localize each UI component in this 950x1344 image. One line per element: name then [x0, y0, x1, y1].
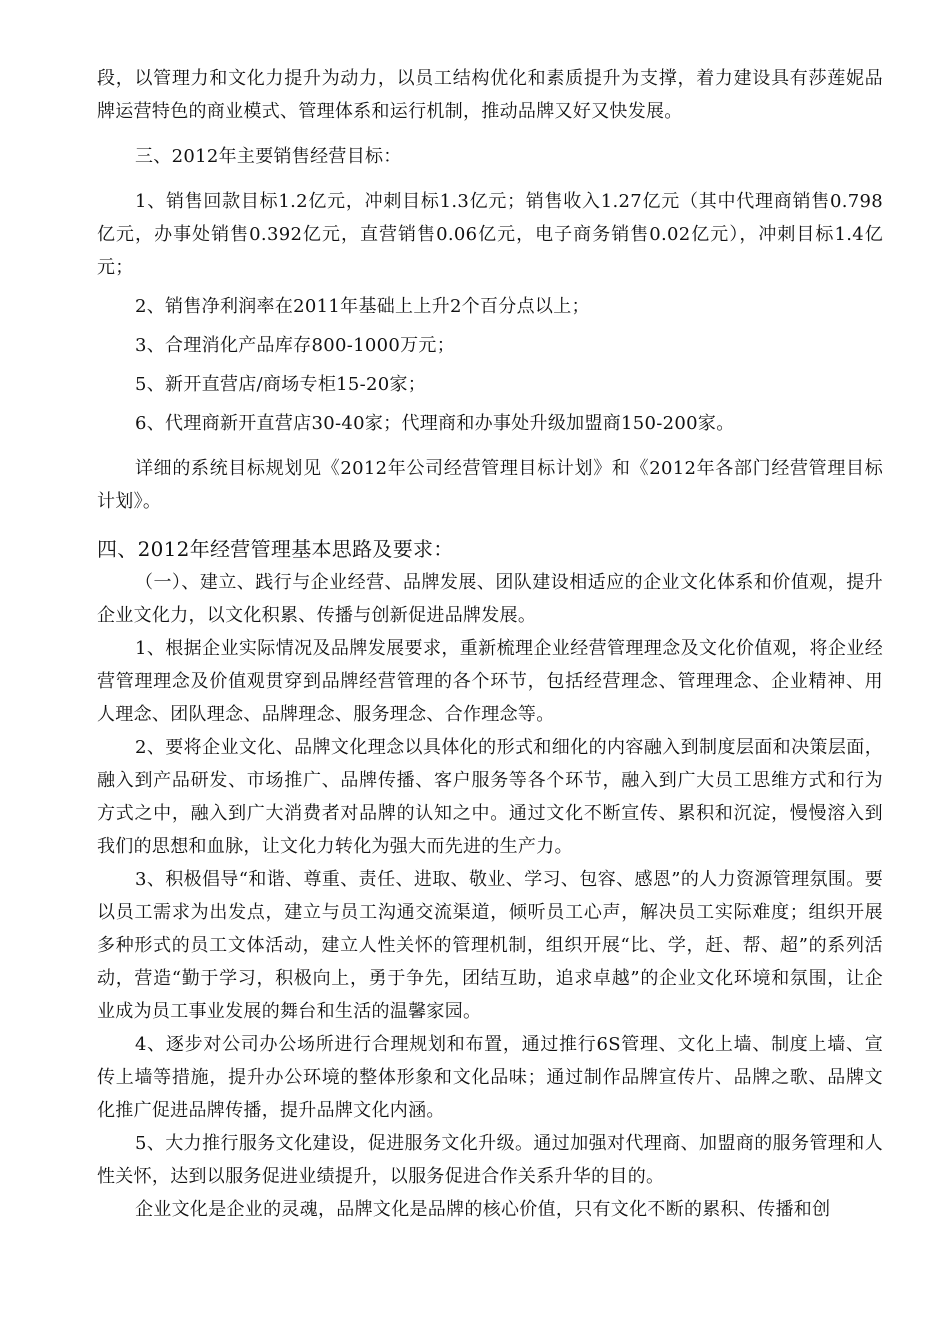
culture-item-1: 1、根据企业实际情况及品牌发展要求，重新梳理企业经营管理理念及文化价值观，将企业经营管理理念及价值观贯穿到品牌经营管理的各个环节，包括经营理念、管理理念、企业精神、用人理念、团队理念、品牌理念、服务理念、合作理念等。	[97, 638, 883, 725]
section-4-heading: 四、2012年经营管理基本思路及要求：	[97, 537, 454, 561]
section-3-heading: 三、2012年主要销售经营目标：	[135, 146, 402, 167]
closing-paragraph: 企业文化是企业的灵魂，品牌文化是品牌的核心价值，只有文化不断的累积、传播和创	[135, 1199, 831, 1220]
culture-item-4: 4、逐步对公司办公场所进行合理规划和布置，通过推行6S管理、文化上墙、制度上墙、宣传上墙等措施，提升办公环境的整体形象和文化品味；通过制作品牌宣传片、品牌之歌、品牌文化推广促进品牌传播，提升品牌文化内涵。	[97, 1034, 883, 1121]
goal-item-6: 6、代理商新开直营店30-40家；代理商和办事处升级加盟商150-200家。	[135, 413, 735, 434]
goal-item-1: 1、销售回款目标1.2亿元，冲刺目标1.3亿元；销售收入1.27亿元（其中代理商销售0.798亿元，办事处销售0.392亿元，直营销售0.06亿元，电子商务销售0.02亿元），冲刺目标1.4亿元；	[97, 191, 883, 278]
section-4-subheading-1: （一）、建立、践行与企业经营、品牌发展、团队建设相适应的企业文化体系和价值观，提升企业文化力，以文化积累、传播与创新促进品牌发展。	[97, 572, 883, 626]
culture-item-5: 5、大力推行服务文化建设，促进服务文化升级。通过加强对代理商、加盟商的服务管理和人性关怀，达到以服务促进业绩提升，以服务促进合作关系升华的目的。	[97, 1133, 883, 1187]
goal-item-5: 5、新开直营店/商场专柜15-20家；	[135, 374, 427, 395]
goal-detail-note: 详细的系统目标规划见《2012年公司经营管理目标计划》和《2012年各部门经营管理目标计划》。	[97, 458, 883, 512]
culture-item-2: 2、要将企业文化、品牌文化理念以具体化的形式和细化的内容融入到制度层面和决策层面，融入到产品研发、市场推广、品牌传播、客户服务等各个环节，融入到广大员工思维方式和行为方式之中，融入到广大消费者对品牌的认知之中。通过文化不断宣传、累积和沉淀，慢慢溶入到我们的思想和血脉，让文化力转化为强大而先进的生产力。	[97, 737, 883, 857]
intro-paragraph: 段，以管理力和文化力提升为动力，以员工结构优化和素质提升为支撑，着力建设具有莎莲妮品牌运营特色的商业模式、管理体系和运行机制，推动品牌又好又快发展。	[97, 68, 883, 122]
culture-item-3: 3、积极倡导“和谐、尊重、责任、进取、敬业、学习、包容、感恩”的人力资源管理氛围。要以员工需求为出发点，建立与员工沟通交流渠道，倾听员工心声，解决员工实际难度；组织开展多种形式的员工文体活动，建立人性关怀的管理机制，组织开展“比、学，赶、帮、超”的系列活动，营造“勤于学习，积极向上，勇于争先，团结互助，追求卓越”的企业文化环境和氛围，让企业成为员工事业发展的舞台和生活的温馨家园。	[97, 869, 883, 1022]
goal-item-2: 2、销售净利润率在2011年基础上上升2个百分点以上；	[135, 296, 590, 317]
document-page	[97, 62, 883, 1226]
goal-item-3: 3、合理消化产品库存800-1000万元；	[135, 335, 455, 356]
